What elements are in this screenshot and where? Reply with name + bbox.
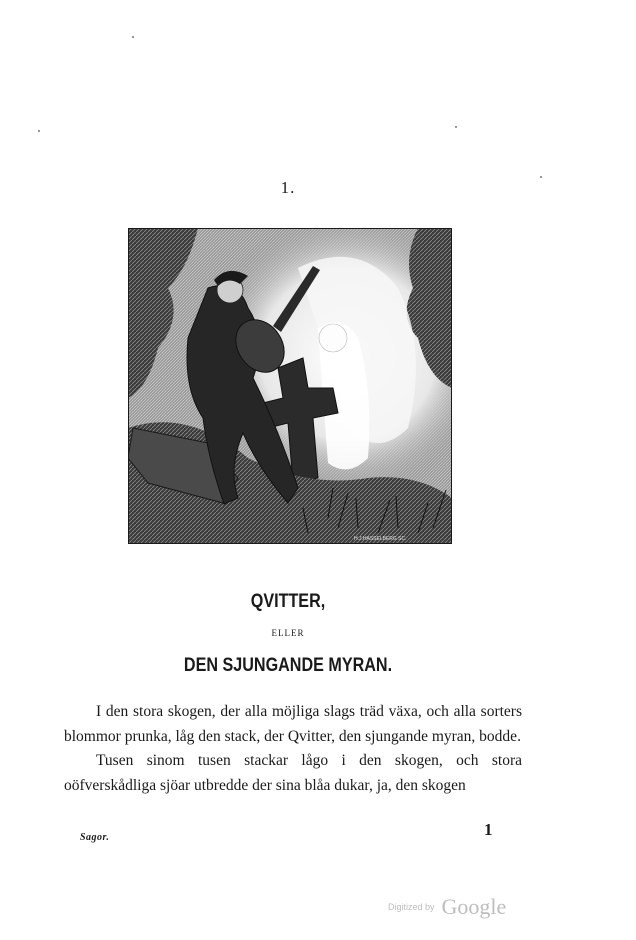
chapter-subtitle: DEN SJUNGANDE MYRAN. xyxy=(183,655,393,676)
scan-speck xyxy=(38,130,40,132)
title-connector: ELLER xyxy=(271,628,305,638)
signature-mark: Sagor. xyxy=(80,832,110,843)
engraver-signature: H.J.HASSELBERG SC. xyxy=(354,536,407,542)
scan-speck xyxy=(132,36,134,38)
frontispiece-engraving xyxy=(128,228,452,544)
digitization-watermark xyxy=(388,894,506,920)
angel-head xyxy=(319,324,347,352)
google-logo: Google xyxy=(441,894,507,919)
watermark-digitized-by: Digitized by xyxy=(388,902,435,912)
scan-speck xyxy=(455,126,457,128)
paragraph: I den stora skogen, der alla möjliga slags träd växa, och alla sorters blommor prunka, låg den stack, der Qvitter, den sjungande myran, bodde. xyxy=(64,703,522,745)
chapter-title: QVITTER, xyxy=(250,591,326,612)
body-text xyxy=(64,700,522,798)
chapter-number: 1. xyxy=(280,178,296,197)
sheet-number: 1 xyxy=(484,820,493,839)
paragraph: Tusen sinom tusen stackar lågo i den skogen, och stora oöfverskådliga sjöar utbredde der sina blåa dukar, ja, den skogen xyxy=(64,752,522,794)
